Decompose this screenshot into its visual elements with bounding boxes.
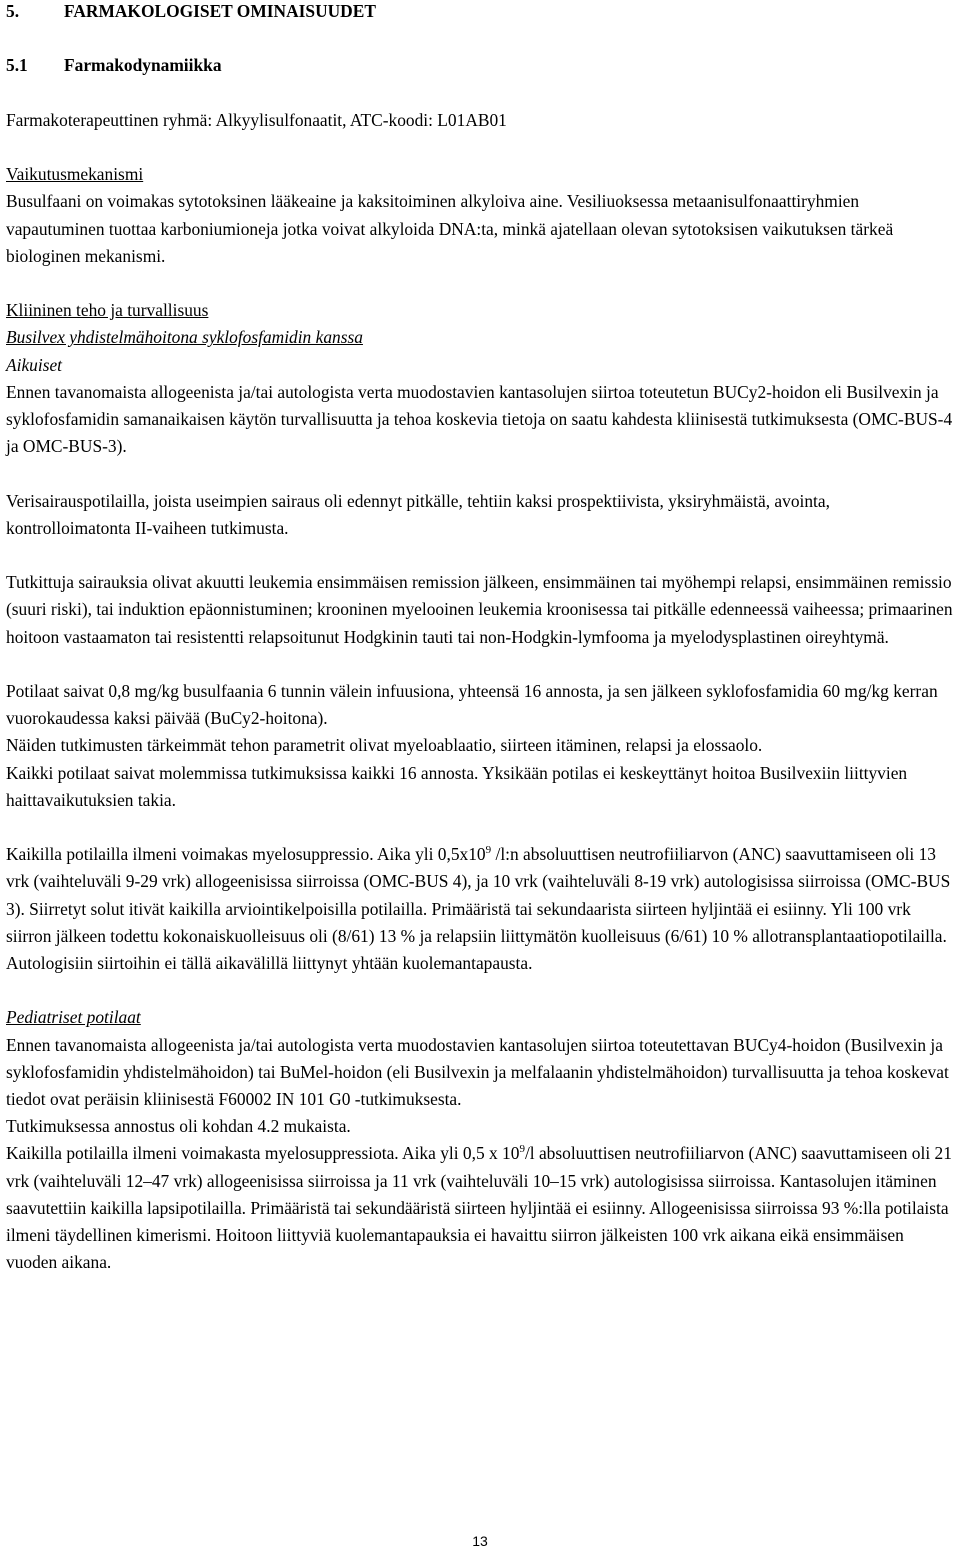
myelosuppression-text-a: Kaikilla potilailla ilmeni voimakas myelosuppressio. Aika yli 0,5x10 [6,844,486,865]
pediatric-heading: Pediatriset potilaat [6,1007,141,1028]
adults-paragraph-2: Verisairauspotilailla, joista useimpien sairaus oli edennyt pitkälle, tehtiin kaksi prospektiivista, yksiryhmäistä, avointa, kontrolloimatonta II-vaiheen tutkimusta. [6,490,830,538]
clinical-subheading: Busilvex yhdistelmähoitona syklofosfamidin kanssa [6,327,363,348]
efficacy-parameters-paragraph: Näiden tutkimusten tärkeimmät tehon parametrit olivat myeloablaatio, siirteen itäminen, relapsi ja elossaolo. [6,735,763,756]
exponent: 9 [519,1143,525,1156]
dosing-paragraph: Potilaat saivat 0,8 mg/kg busulfaania 6 tunnin välein infuusiona, yhteensä 16 annosta, ja sen jälkeen syklofosfamidia 60 mg/kg kerran vuorokaudessa kaksi päivää (BuCy2-hoitona). [6,680,938,729]
page-number: 13 [472,1533,488,1549]
adults-heading: Aikuiset [6,354,63,375]
myelosuppression-paragraph [6,841,954,977]
therapeutic-group: Farmakoterapeuttinen ryhmä: Alkyylisulfonaatit, ATC-koodi: L01AB01 [6,109,507,130]
document-page [6,0,954,1276]
discontinuation-paragraph: Kaikki potilaat saivat molemmissa tutkimuksissa kaikki 16 annosta. Yksikään potilas ei keskeyttänyt hoitoa Busilvexiin liittyvien haittavaikutuksien takia. [6,762,908,810]
subsection-title: Farmakodynamiikka [64,55,222,76]
adults-paragraph-1: Ennen tavanomaista allogeenista ja/tai autologista verta muodostavien kantasolujen siirtoa toteutetun BUCy2-hoidon eli Busilvexin ja syklofosfamidin samanaikaisen käytön turvallisuutta ja tehoa koskevia tietoja on saatu kahdesta kliinisestä tutkimuksesta (OMC-BUS-4 ja OMC-BUS-3). [6,381,953,457]
exponent: 9 [485,844,492,857]
section-number: 5. [6,1,20,21]
pediatric-paragraph-2: Tutkimuksessa annostus oli kohdan 4.2 mukaista. [6,1116,351,1137]
subsection-number: 5.1 [6,55,28,76]
pediatric-text-a: Kaikilla potilailla ilmeni voimakasta myelosuppressiota. Aika yli 0,5 x 10 [6,1143,520,1164]
pediatric-paragraph-1: Ennen tavanomaista allogeenista ja/tai autologista verta muodostavien kantasolujen siirtoa toteutettavan BUCy4-hoidon (Busilvexin ja syklofosfamidin yhdistelmähoidon) tai BuMel-hoidon (eli Busilvexin ja melfalaanin yhdistelmähoidon) turvallisuutta ja tehoa koskevat tiedot ovat peräisin kliinisestä F60002 IN 101 G0 -tutkimuksesta. [6,1034,949,1109]
mechanism-heading: Vaikutusmekanismi [6,164,144,185]
section-heading [6,0,954,25]
subsection-heading [6,52,954,79]
section-title: FARMAKOLOGISET OMINAISUUDET [64,1,376,21]
pediatric-text-b: /l absoluuttisen neutrofiiliarvon (ANC) saavuttamiseen oli 21 vrk (vaihteluväli 12–47 vrk) allogeenisissa siirroissa ja 11 vrk (vaihteluväli 10–15 vrk) autologisissa siirroissa. Kantasolujen itäminen saavutettiin kaikilla lapsipotilailla. Primääristä tai sekundääristä siirteen hyljintää ei esiinny. Allogeenisissa siirroissa 93 %:lla potilaista ilmeni täydellinen kimerismi. Hoitoon liittyviä kuolemantapauksia ei havaittu siirron jälkeisten 100 vrk aikana eikä ensimmäisen vuoden aikana. [6,1143,952,1273]
mechanism-text: Busulfaani on voimakas sytotoksinen lääkeaine ja kaksitoiminen alkyloiva aine. Vesiliuoksessa metaanisulfonaattiryhmien vapautuminen tuottaa karboniumioneja jotka voivat alkyloida DNA:ta, minkä ajatellaan olevan sytotoksisen vaikutuksen tärkeä biologinen mekanismi. [6,191,894,266]
clinical-heading: Kliininen teho ja turvallisuus [6,300,209,321]
myelosuppression-text-b: /l:n absoluuttisen neutrofiiliarvon (ANC) saavuttamiseen oli 13 vrk (vaihteluväli 9-29 vrk) allogeenisissa siirroissa (OMC-BUS 4), ja 10 vrk (vaihteluväli 8-19 vrk) autologisissa siirroissa (OMC-BUS 3). Siirretyt solut itivät kaikilla arviointikelpoisilla potilailla. Primääristä tai sekundaarista siirteen hyljintää ei esiinny. Yli 100 vrk siirron jälkeen todettu kokonaiskuolleisuus oli (8/61) 13 % ja relapsiin liittymätön kuolleisuus (6/61) 10 % allotransplantaatiopotilailla. Autologisiin siirtoihin ei tällä aikavälillä liittynyt yhtään kuolemantapausta. [6,844,951,973]
pediatric-paragraph-3 [6,1140,954,1276]
adults-paragraph-3: Tutkittuja sairauksia olivat akuutti leukemia ensimmäisen remission jälkeen, ensimmäinen tai myöhempi relapsi, ensimmäinen remissio (suuri riski), tai induktion epäonnistuminen; krooninen myelooinen leukemia kroonisessa tai pitkälle edenneessä vaiheessa; primaarinen hoitoon vastaamaton tai resistentti relapsoitunut Hodgkinin tauti tai non-Hodgkin-lymfooma ja myelodysplastinen oireyhtymä. [6,572,953,647]
